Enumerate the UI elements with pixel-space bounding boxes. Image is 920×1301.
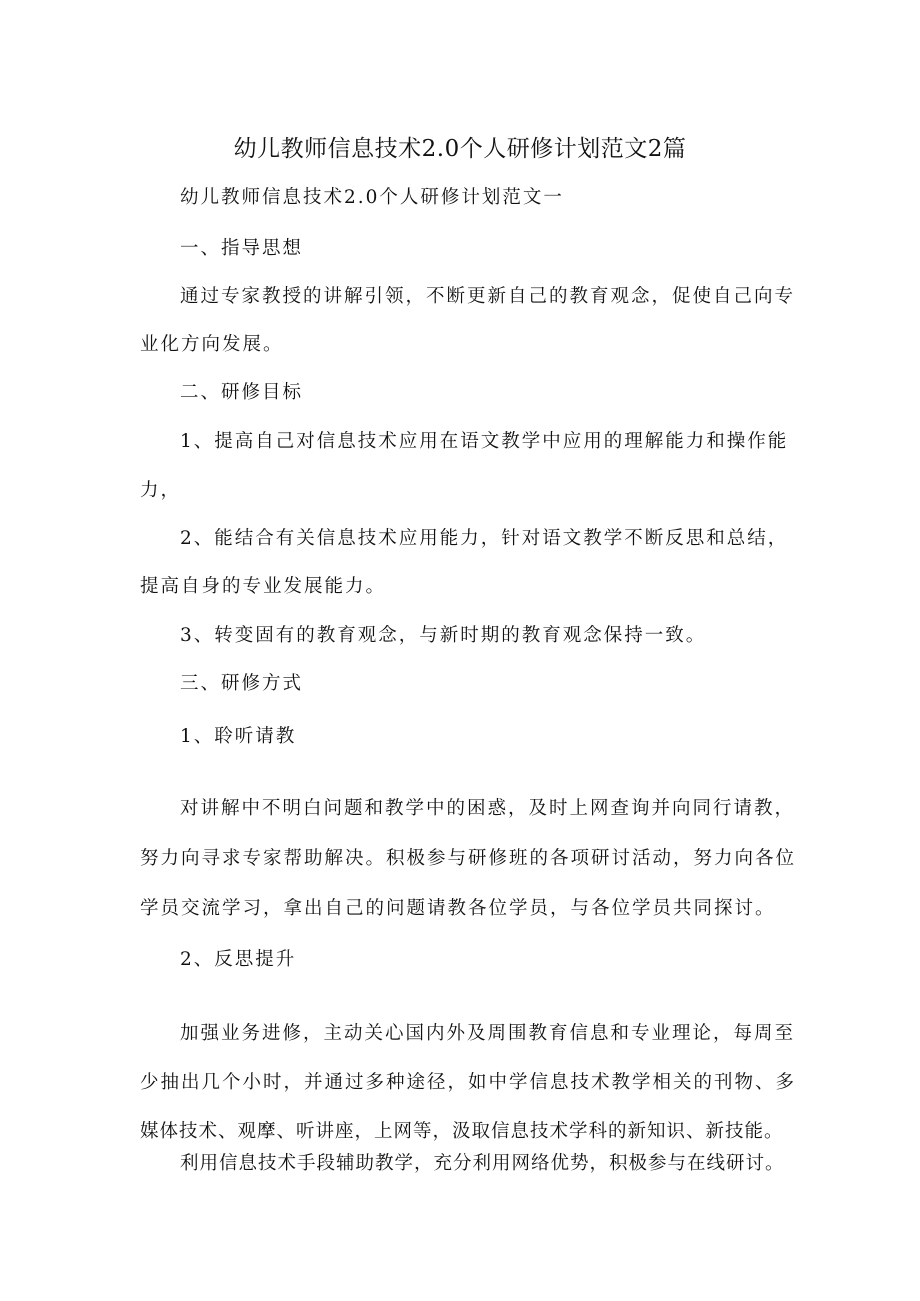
list-item-line: 1、提高自己对信息技术应用在语文教学中应用的理解能力和操作能	[180, 431, 789, 452]
paragraph-line: 利用信息技术手段辅助教学，充分利用网络优势，积极参与在线研讨。	[180, 1153, 785, 1174]
subheading-listen-consult: 1、聆听请教	[180, 726, 297, 747]
paragraph-line: 努力向寻求专家帮助解决。积极参与研修班的各项研讨活动，努力向各位	[140, 848, 797, 869]
paragraph-line: 对讲解中不明白问题和教学中的困惑，及时上网查询并向同行请教，	[180, 798, 796, 819]
heading-study-methods: 三、研修方式	[180, 673, 304, 694]
list-item-line: 提高自身的专业发展能力。	[140, 576, 387, 597]
heading-guiding-ideology: 一、指导思想	[180, 238, 304, 259]
paragraph-line: 加强业务进修，主动关心国内外及周围教育信息和专业理论，每周至	[180, 1023, 796, 1044]
list-item-line: 力，	[140, 480, 182, 501]
paragraph-line: 业化方向发展。	[140, 334, 284, 355]
subheading-reflect-improve: 2、反思提升	[180, 949, 297, 970]
document-title: 幼儿教师信息技术2.0个人研修计划范文2篇	[233, 136, 687, 162]
paragraph-line: 学员交流学习，拿出自己的问题请教各位学员，与各位学员共同探讨。	[140, 898, 776, 919]
list-item-line: 3、转变固有的教育观念，与新时期的教育观念保持一致。	[180, 625, 707, 646]
paragraph-line: 媒体技术、观摩、听讲座，上网等，汲取信息技术学科的新知识、新技能。	[140, 1121, 784, 1142]
heading-study-goals: 二、研修目标	[180, 382, 304, 403]
paragraph-line: 通过专家教授的讲解引领，不断更新自己的教育观念，促使自己向专	[180, 286, 796, 307]
section-subtitle: 幼儿教师信息技术2.0个人研修计划范文一	[180, 187, 564, 208]
list-item-line: 2、能结合有关信息技术应用能力，针对语文教学不断反思和总结，	[180, 528, 789, 549]
paragraph-line: 少抽出几个小时，并通过多种途径，如中学信息技术教学相关的刊物、多	[140, 1072, 797, 1093]
